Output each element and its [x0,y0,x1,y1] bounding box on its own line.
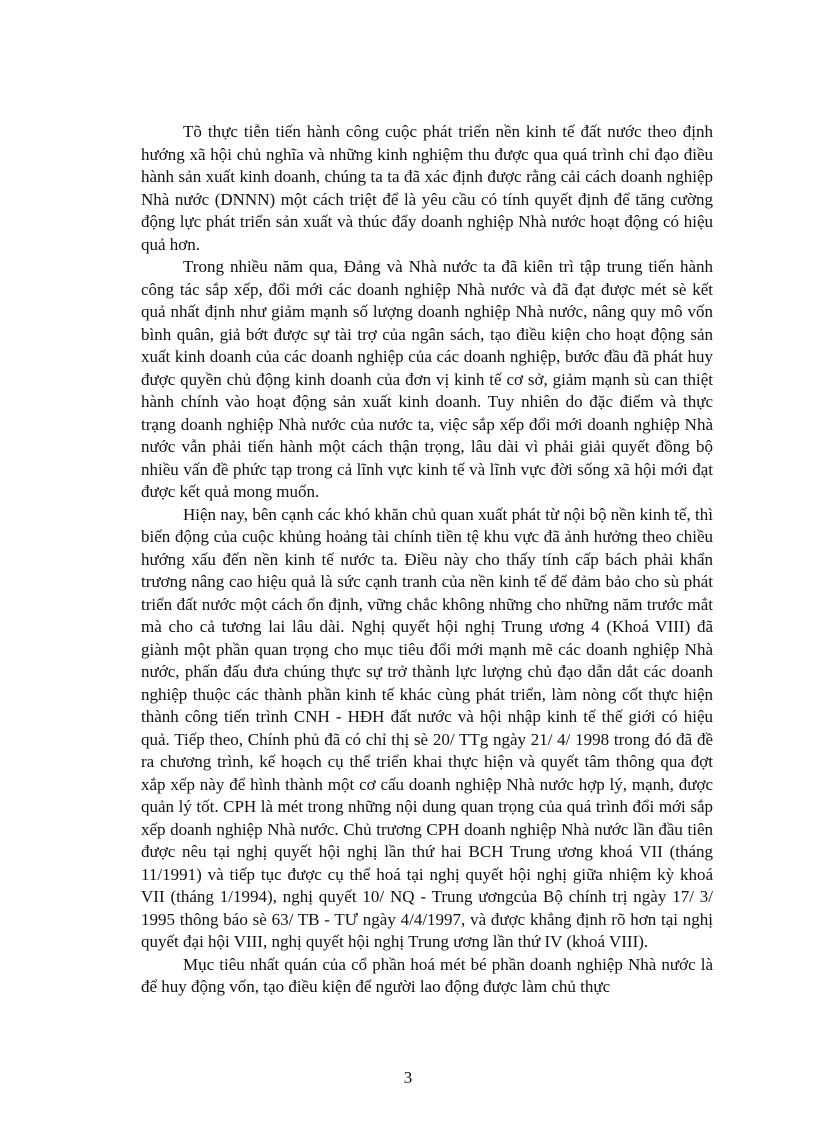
paragraph-3: Hiện nay, bên cạnh các khó khăn chủ quan xuất phát từ nội bộ nền kinh tế, thì biến động của cuộc khủng hoảng tài chính tiền tệ khu vực đã ảnh hưởng theo chiều hướng xấu đến nền kinh tế nước ta. Điều này cho thấy tính cấp bách phải khẩn trương nâng cao hiệu quả là sức cạnh tranh của nền kinh tế để đảm bảo cho sù phát triển đất nước một cách ổn định, vững chắc không những cho những năm trước mắt mà cho cả tương lai lâu dài. Nghị quyết hội nghị Trung ương 4 (Khoá VIII) đã giành một phần quan trọng cho mục tiêu đổi mới mạnh mẽ các doanh nghiệp Nhà nước, phấn đấu đưa chúng thực sự trở thành lực lượng chủ đạo dẫn dắt các doanh nghiệp thuộc các thành phần kinh tế khác cùng phát triển, làm nòng cốt thực hiện thành công tiến trình CNH - HĐH đất nước và hội nhập kinh tế thế giới có hiệu quả. Tiếp theo, Chính phủ đã có chỉ thị sè 20/ TTg ngày 21/ 4/ 1998 trong đó đã đề ra chương trình, kế hoạch cụ thể triển khai thực hiện và quyết tâm thông qua đợt xắp xếp này để hình thành một cơ cấu doanh nghiệp Nhà nước hợp lý, mạnh, được quản lý tốt. CPH là mét trong những nội dung quan trọng của quá trình đổi mới sắp xếp doanh nghiệp Nhà nước. Chủ trương CPH doanh nghiệp Nhà nước lần đầu tiên được nêu tại nghị quyết hội nghị lần thứ hai BCH Trung ương khoá VII (tháng 11/1991) và tiếp tục được cụ thể hoá tại nghị quyết hội nghị giữa nhiệm kỳ khoá VII (tháng 1/1994), nghị quyết 10/ NQ - Trung ươngcủa Bộ chính trị ngày 17/ 3/ 1995 thông báo sè 63/ TB - TƯ ngày 4/4/1997, và được khẳng định rõ hơn tại nghị quyết đại hội VIII, nghị quyết hội nghị Trung ương lần thứ IV (khoá VIII). [141,504,713,951]
body-text [141,121,713,999]
paragraph-1: Tõ thực tiễn tiến hành công cuộc phát triển nền kinh tế đất nước theo định hướng xã hội chủ nghĩa và những kinh nghiệm thu được qua quá trình chỉ đạo điều hành sản xuất kinh doanh, chúng ta ta đã xác định được rằng cải cách doanh nghiệp Nhà nước (DNNN) một cách triệt để là yêu cầu có tính quyết định để tăng cường động lực phát triển sản xuất và thúc đẩy doanh nghiệp Nhà nước hoạt động có hiệu quả hơn. [141,122,713,254]
paragraph-2: Trong nhiều năm qua, Đảng và Nhà nước ta đã kiên trì tập trung tiến hành công tác sắp xếp, đổi mới các doanh nghiệp Nhà nước và đã đạt được mét sè kết quả nhất định như giảm mạnh số lượng doanh nghiệp Nhà nước, nâng quy mô vốn bình quân, giả bớt được sự tài trợ của ngân sách, tạo điều kiện cho hoạt động sản xuất kinh doanh của các doanh nghiệp của các doanh nghiệp, bước đầu đã phát huy được quyền chủ động kinh doanh của đơn vị kinh tế cơ sở, giảm mạnh sù can thiệt hành chính vào hoạt động sản xuất kinh doanh. Tuy nhiên do đặc điểm và thực trạng doanh nghiệp Nhà nước của nước ta, việc sắp xếp đổi mới doanh nghiệp Nhà nước vẫn phải tiến hành một cách thận trọng, lâu dài vì phải giải quyết đồng bộ nhiều vấn đề phức tạp trong cả lĩnh vực kinh tế và lĩnh vực đời sống xã hội mới đạt được kết quả mong muốn. [141,257,713,501]
page-number: 3 [403,1068,413,1087]
paragraph-4: Mục tiêu nhất quán của cổ phần hoá mét bé phần doanh nghiệp Nhà nước là để huy động vốn, tạo điều kiện để người lao động được làm chủ thực [141,954,713,996]
